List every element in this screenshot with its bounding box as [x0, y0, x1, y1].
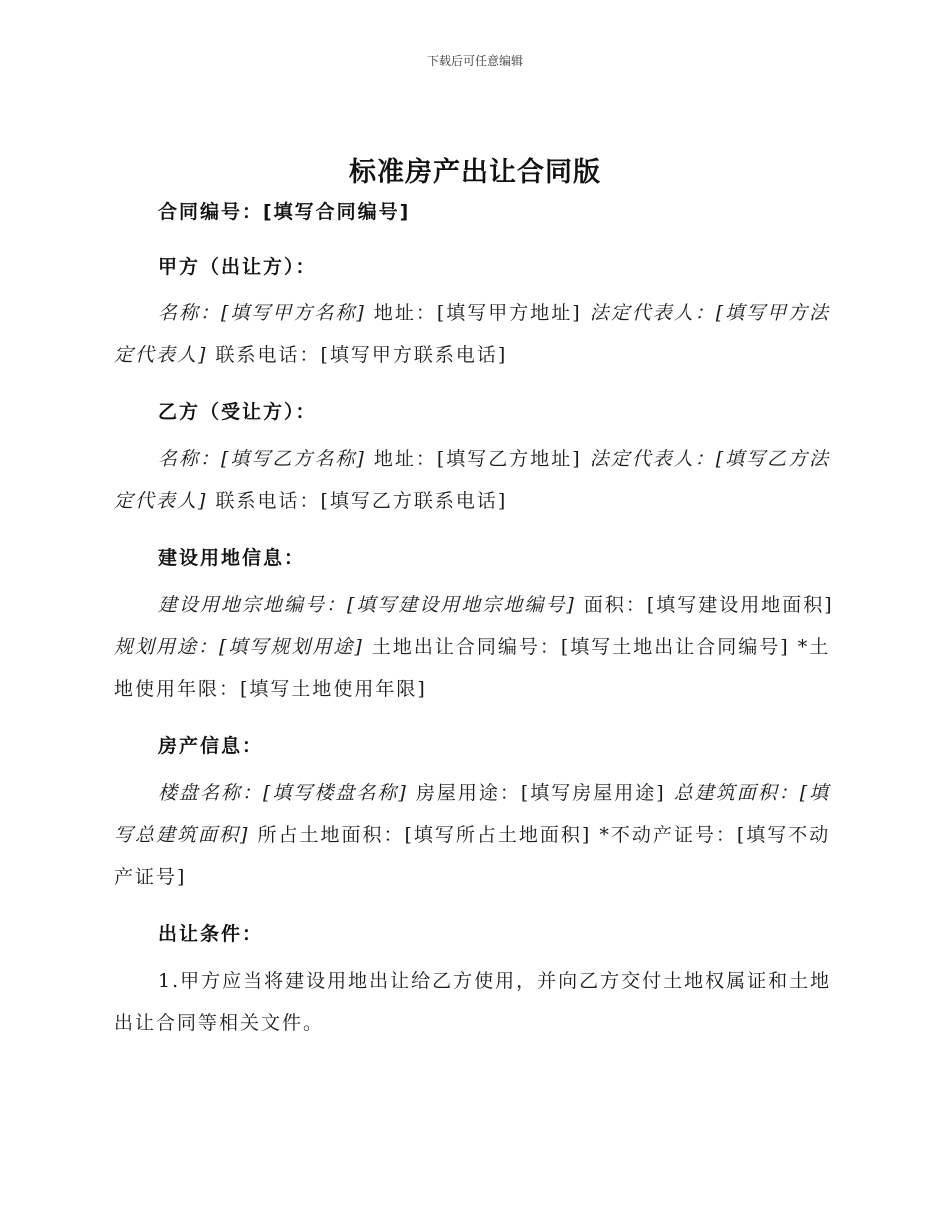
- party-a-heading: 甲方（出让方）：: [158, 256, 317, 278]
- condition-item-1: 1.甲方应当将建设用地出让给乙方使用，并向乙方交付土地权属证和土地出让合同等相关文件。: [114, 970, 832, 1034]
- party-b-representative: 法定代表人：[填写乙方法定代表人]: [114, 448, 831, 512]
- land-info-heading: 建设用地信息：: [158, 547, 306, 569]
- occupied-land-area: 所占土地面积：[填写所占土地面积]: [257, 824, 592, 846]
- land-use-term: *土地使用年限：[填写土地使用年限]: [114, 636, 831, 700]
- contract-number: 合同编号：[填写合同编号]: [158, 201, 411, 223]
- land-area: 面积：[填写建设用地面积]: [583, 594, 834, 616]
- party-b-name: 名称：[填写乙方名称]: [158, 448, 366, 470]
- party-b-address: 地址：[填写乙方地址]: [373, 448, 582, 470]
- land-parcel-number: 建设用地宗地编号：[填写建设用地宗地编号]: [158, 594, 576, 616]
- house-usage: 房屋用途：[填写房屋用途]: [415, 782, 666, 804]
- property-info-heading: 房产信息：: [158, 735, 264, 757]
- party-b-heading: 乙方（受让方）：: [158, 401, 317, 423]
- party-a-phone: 联系电话：[填写甲方联系电话]: [215, 344, 508, 366]
- party-a-details: [114, 292, 834, 376]
- party-a-address: 地址：[填写甲方地址]: [373, 302, 582, 324]
- land-info-details: [114, 584, 834, 710]
- page-header-note: 下载后可任意编辑: [426, 54, 523, 68]
- conditions-heading: 出让条件：: [158, 923, 264, 945]
- party-b-details: [114, 438, 834, 522]
- party-b-phone: 联系电话：[填写乙方联系电话]: [215, 490, 508, 512]
- party-a-representative: 法定代表人：[填写甲方法定代表人]: [114, 302, 831, 366]
- document-title: 标准房产出让合同版: [349, 157, 601, 188]
- party-a-name: 名称：[填写甲方名称]: [158, 302, 366, 324]
- land-contract-number: 土地出让合同编号：[填写土地出让合同编号]: [371, 636, 790, 658]
- total-floor-area: 总建筑面积：[填写总建筑面积]: [114, 782, 831, 846]
- property-certificate-number: *不动产证号：[填写不动产证号]: [114, 824, 831, 888]
- building-name: 楼盘名称：[填写楼盘名称]: [158, 782, 408, 804]
- property-info-details: [114, 772, 834, 898]
- land-planned-usage: 规划用途：[填写规划用途]: [114, 636, 364, 658]
